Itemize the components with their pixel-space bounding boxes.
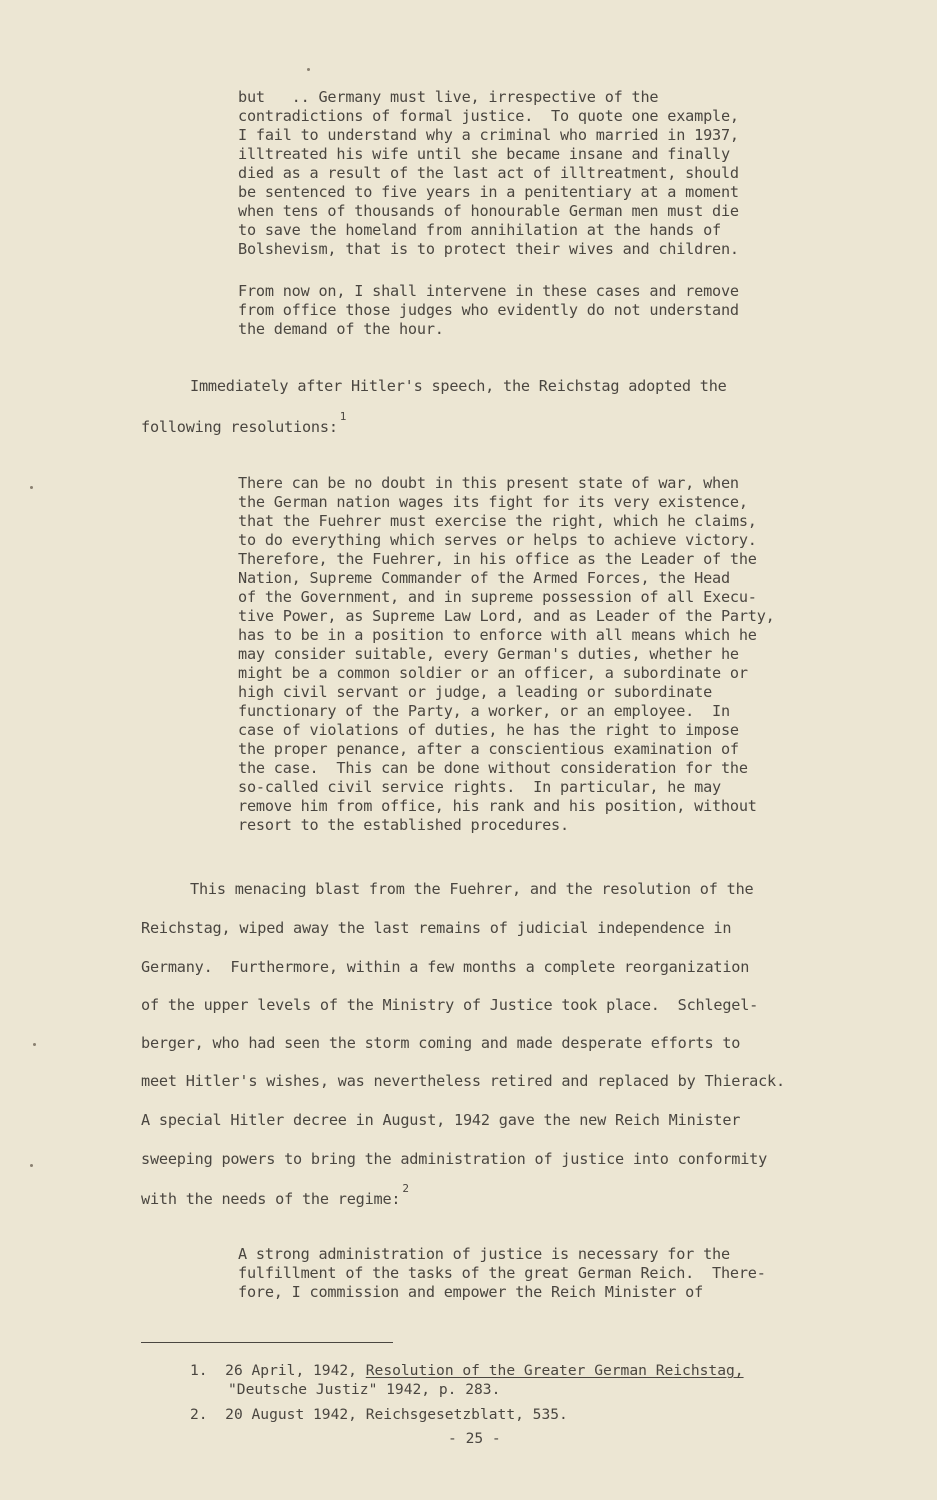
body-line: Germany. Furthermore, within a few months a complete reorganization xyxy=(141,958,750,976)
body-line: sweeping powers to bring the administration of justice into conformity xyxy=(141,1150,768,1168)
quote-line: I fail to understand why a criminal who married in 1937, xyxy=(238,126,739,144)
body-line: This menacing blast from the Fuehrer, and the resolution of the xyxy=(190,880,754,898)
paper-speck xyxy=(30,1164,33,1167)
quote-line: has to be in a position to enforce with all means which he xyxy=(238,626,757,644)
quote-line: contradictions of formal justice. To quote one example, xyxy=(238,107,739,125)
body-line: A special Hitler decree in August, 1942 gave the new Reich Minister xyxy=(141,1111,741,1129)
quote-line: from office those judges who evidently do not understand xyxy=(238,301,739,319)
quote-line: A strong administration of justice is necessary for the xyxy=(238,1245,730,1263)
body-line: berger, who had seen the storm coming and made desperate efforts to xyxy=(141,1034,741,1052)
paper-speck xyxy=(307,68,310,71)
quote-line: Therefore, the Fuehrer, in his office as the Leader of the xyxy=(238,550,757,568)
footnote-date: 26 April, 1942, xyxy=(225,1362,366,1379)
quote-line: There can be no doubt in this present state of war, when xyxy=(238,474,739,492)
quote-line: of the Government, and in supreme possession of all Execu- xyxy=(238,588,757,606)
footnote-number: 2. xyxy=(190,1406,208,1423)
quote-line: may consider suitable, every German's duties, whether he xyxy=(238,645,739,663)
footnote-1-source: "Deutsche Justiz" 1942, p. 283. xyxy=(228,1381,501,1398)
quote-line: to do everything which serves or helps to achieve victory. xyxy=(238,531,757,549)
quote-line: when tens of thousands of honourable German men must die xyxy=(238,202,739,220)
quote-line: died as a result of the last act of illtreatment, should xyxy=(238,164,739,182)
footnote-marker: 1 xyxy=(339,410,347,423)
quote-line: Bolshevism, that is to protect their wives and children. xyxy=(238,240,739,258)
quote-line: that the Fuehrer must exercise the right, which he claims, xyxy=(238,512,757,530)
body-text: following resolutions: xyxy=(141,418,338,436)
footnote-text: 20 August 1942, Reichsgesetzblatt, 535. xyxy=(225,1406,568,1423)
footnote-number: 1. xyxy=(190,1362,208,1379)
body-line xyxy=(141,1182,409,1208)
quote-line: to save the homeland from annihilation at the hands of xyxy=(238,221,721,239)
footnote-title: Resolution of the Greater German Reichstag, xyxy=(365,1362,744,1379)
quote-line: tive Power, as Supreme Law Lord, and as Leader of the Party, xyxy=(238,607,775,625)
quote-line: functionary of the Party, a worker, or an employee. In xyxy=(238,702,730,720)
quote-line: the German nation wages its fight for its very existence, xyxy=(238,493,748,511)
quote-line: case of violations of duties, he has the right to impose xyxy=(238,721,739,739)
quote-line: Nation, Supreme Commander of the Armed Forces, the Head xyxy=(238,569,730,587)
body-line: Immediately after Hitler's speech, the Reichstag adopted the xyxy=(190,377,727,395)
quote-line: From now on, I shall intervene in these cases and remove xyxy=(238,282,739,300)
body-line: meet Hitler's wishes, was nevertheless retired and replaced by Thierack. xyxy=(141,1072,785,1090)
quote-line: remove him from office, his rank and his position, without xyxy=(238,797,757,815)
quote-line: illtreated his wife until she became insane and finally xyxy=(238,145,730,163)
body-line: of the upper levels of the Ministry of Justice took place. Schlegel- xyxy=(141,996,759,1014)
body-text: with the needs of the regime: xyxy=(141,1190,401,1208)
footnote-marker: 2 xyxy=(402,1182,409,1195)
footnote-divider xyxy=(141,1342,393,1343)
body-line xyxy=(141,410,347,436)
quote-line: so-called civil service rights. In particular, he may xyxy=(238,778,721,796)
quote-line: high civil servant or judge, a leading or subordinate xyxy=(238,683,713,701)
quote-line: but .. Germany must live, irrespective of the xyxy=(238,88,659,106)
quote-line: fore, I commission and empower the Reich Minister of xyxy=(238,1283,704,1301)
quote-line: the demand of the hour. xyxy=(238,320,444,338)
quote-line: the proper penance, after a conscientious examination of xyxy=(238,740,739,758)
paper-speck xyxy=(33,1043,36,1046)
quote-line: the case. This can be done without consideration for the xyxy=(238,759,748,777)
quote-line: might be a common soldier or an officer, a subordinate or xyxy=(238,664,748,682)
body-line: Reichstag, wiped away the last remains of judicial independence in xyxy=(141,919,732,937)
quote-line: fulfillment of the tasks of the great German Reich. There- xyxy=(238,1264,766,1282)
quote-line: resort to the established procedures. xyxy=(238,816,569,834)
page-number: - 25 - xyxy=(448,1430,501,1447)
footnote-1 xyxy=(190,1362,744,1379)
quote-line: be sentenced to five years in a penitentiary at a moment xyxy=(238,183,739,201)
footnote-2 xyxy=(190,1406,568,1423)
paper-speck xyxy=(30,486,33,489)
